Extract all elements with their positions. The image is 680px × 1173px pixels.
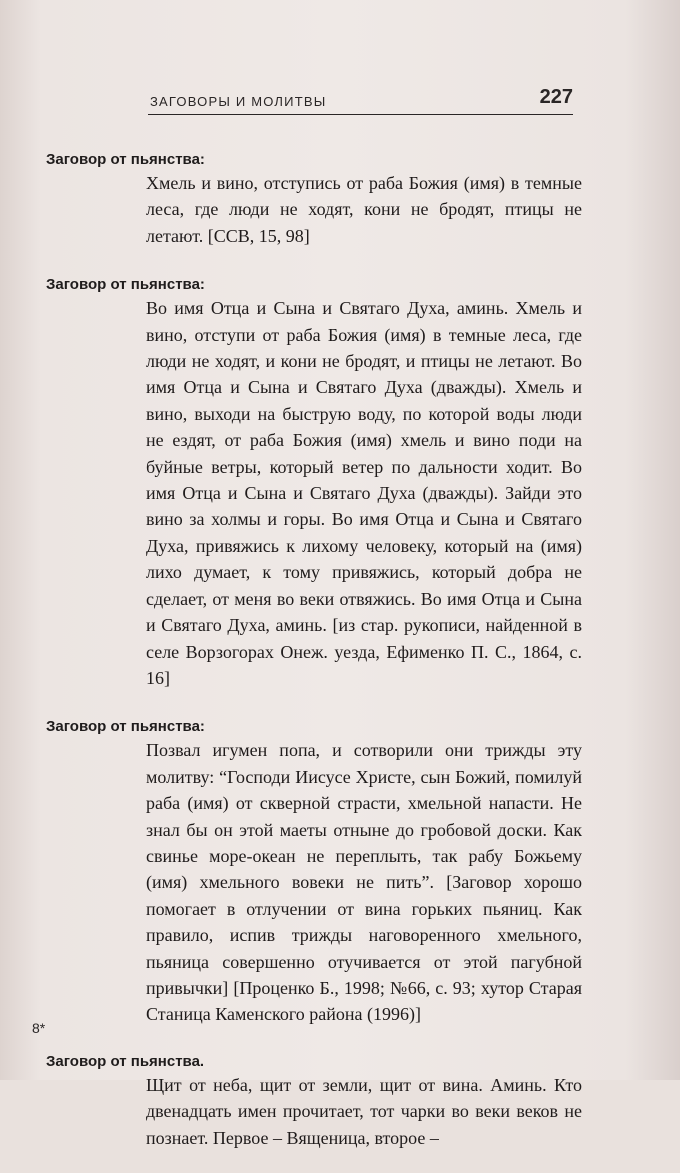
page-header bbox=[148, 84, 573, 115]
section-text: Во имя Отца и Сына и Святаго Духа, аминь. Хмель и вино, отступи от раба Божия (имя) в темные леса, где люди не ходят, и кони не бродят, и птицы не летают. Во имя Отца и Сына и Святаго Духа (дважды). Хмель и вино, выходи на быструю воду, по которой воды люди не ездят, от раба Божия (имя) хмель и вино поди на буйные ветры, который ветер по дальности ходит. Во имя Отца и Сына и Святаго Духа (дважды). Зайди это вино за холмы и горы. Во имя Отца и Сына и Святаго Духа, привяжись к лихому человеку, который на (имя) лихо думает, к тому привяжись, который добра не сделает, от меня во веки отвяжись. Во имя Отца и Сына и Святаго Духа, аминь. [из стар. рукописи, найденной в селе Ворзогорах Онеж. уезда, Ефименко П. С., 1864, с. 16] bbox=[146, 298, 582, 688]
charm-section bbox=[46, 275, 582, 691]
section-heading: Заговор от пьянства. bbox=[46, 1052, 205, 1070]
page-body bbox=[46, 150, 582, 1173]
section-text: Щит от неба, щит от земли, щит от вина. Аминь. Кто двенадцать имен прочитает, тот чарки во веки веков не познает. Первое – Вященица, второе – bbox=[146, 1074, 582, 1148]
section-heading: Заговор от пьянства: bbox=[46, 718, 205, 736]
section-text: Хмель и вино, отступись от раба Божия (имя) в темные леса, где люди не ходят, кони не бродят, птицы не летают. [ССВ, 15, 98] bbox=[146, 173, 582, 246]
section-heading: Заговор от пьянства: bbox=[46, 151, 205, 168]
charm-section bbox=[46, 1052, 582, 1151]
page-number: 227 bbox=[539, 86, 573, 108]
charm-section bbox=[46, 717, 582, 1027]
charm-section bbox=[46, 150, 582, 249]
running-head: ЗАГОВОРЫ И МОЛИТВЫ bbox=[150, 94, 327, 109]
signature-mark: 8* bbox=[32, 1020, 46, 1036]
section-text: Позвал игумен попа, и сотворили они трижды эту молитву: “Господи Иисусе Христе, сын Божий, помилуй раба (имя) от скверной страсти, хмельной напасти. Не знал бы он этой маеты отныне до гробовой доски. Как свинье море-океан не переплыть, так рабу Божьему (имя) хмельного вовеки не пить”. [Заговор хорошо помогает в отлучении от вина горьких пьяниц. Как правило, испив трижды наговоренного хмельного, пьяница совершенно отучивается от этой пагубной привычки] [Проценко Б., 1998; №66, с. 93; хутор Старая Станица Каменского района (1996)] bbox=[146, 740, 582, 1025]
section-heading: Заговор от пьянства: bbox=[46, 276, 205, 294]
